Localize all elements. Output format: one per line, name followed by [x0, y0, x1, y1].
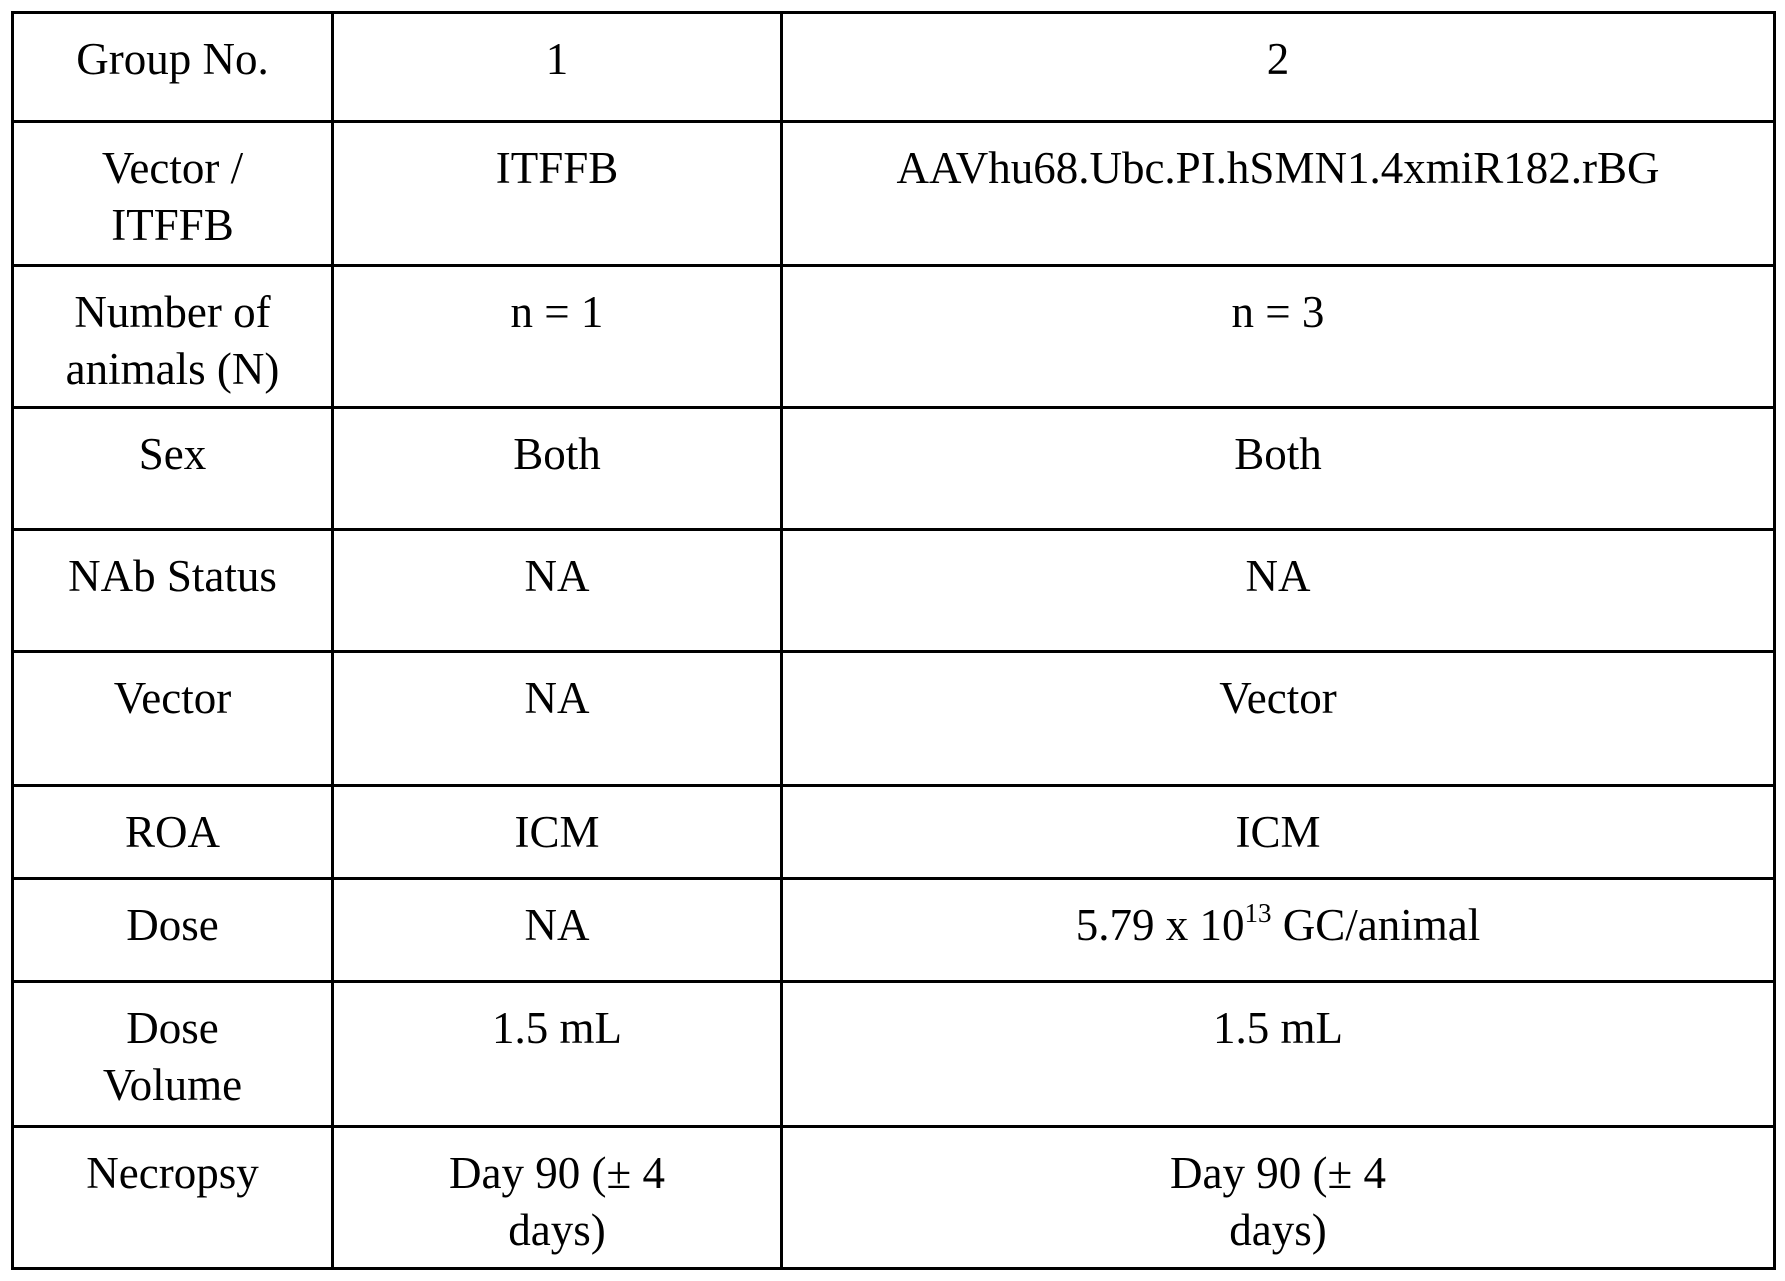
- group1-cell: 1: [333, 13, 782, 122]
- group2-cell: AAVhu68.Ubc.PI.hSMN1.4xmiR182.rBG: [782, 122, 1775, 266]
- row-label: ROA: [13, 786, 333, 879]
- group2-cell: n = 3: [782, 266, 1775, 408]
- group2-cell: NA: [782, 530, 1775, 652]
- table-row: [13, 530, 1775, 652]
- necropsy-text: Day 90 (± 4 days): [791, 1145, 1765, 1259]
- table-row: [13, 122, 1775, 266]
- row-label: [13, 122, 333, 266]
- row-label: Vector: [13, 652, 333, 786]
- row-label: Group No.: [13, 13, 333, 122]
- dose-base: 5.79 x 10: [1076, 900, 1245, 950]
- table-row: [13, 13, 1775, 122]
- row-label: Dose: [13, 879, 333, 982]
- dose-exponent: 13: [1245, 898, 1272, 928]
- group2-cell: ICM: [782, 786, 1775, 879]
- group2-cell: [782, 1127, 1775, 1269]
- study-design-table: [11, 11, 1776, 1270]
- table-row: [13, 652, 1775, 786]
- row-label: Sex: [13, 408, 333, 530]
- group1-cell: 1.5 mL: [333, 982, 782, 1127]
- table-row: [13, 982, 1775, 1127]
- row-label: Number of animals (N): [13, 266, 333, 408]
- group1-cell: NA: [333, 652, 782, 786]
- group1-cell: ITFFB: [333, 122, 782, 266]
- group2-cell: Both: [782, 408, 1775, 530]
- group2-cell: [782, 879, 1775, 982]
- group1-cell: NA: [333, 530, 782, 652]
- group2-cell: 1.5 mL: [782, 982, 1775, 1127]
- group2-cell: Vector: [782, 652, 1775, 786]
- row-label: [13, 982, 333, 1127]
- group1-cell: ICM: [333, 786, 782, 879]
- table-row: [13, 879, 1775, 982]
- row-label-text: Dose Volume: [22, 1000, 323, 1114]
- row-label: Necropsy: [13, 1127, 333, 1269]
- table-row: [13, 408, 1775, 530]
- group1-cell: n = 1: [333, 266, 782, 408]
- row-label-text: Vector / ITFFB: [22, 140, 323, 254]
- row-label: NAb Status: [13, 530, 333, 652]
- table-row: [13, 1127, 1775, 1269]
- group1-cell: [333, 1127, 782, 1269]
- table-row: [13, 266, 1775, 408]
- group1-cell: NA: [333, 879, 782, 982]
- group2-cell: 2: [782, 13, 1775, 122]
- group1-cell: Both: [333, 408, 782, 530]
- table-row: [13, 786, 1775, 879]
- necropsy-text: Day 90 (± 4 days): [342, 1145, 772, 1259]
- dose-unit: GC/animal: [1272, 900, 1481, 950]
